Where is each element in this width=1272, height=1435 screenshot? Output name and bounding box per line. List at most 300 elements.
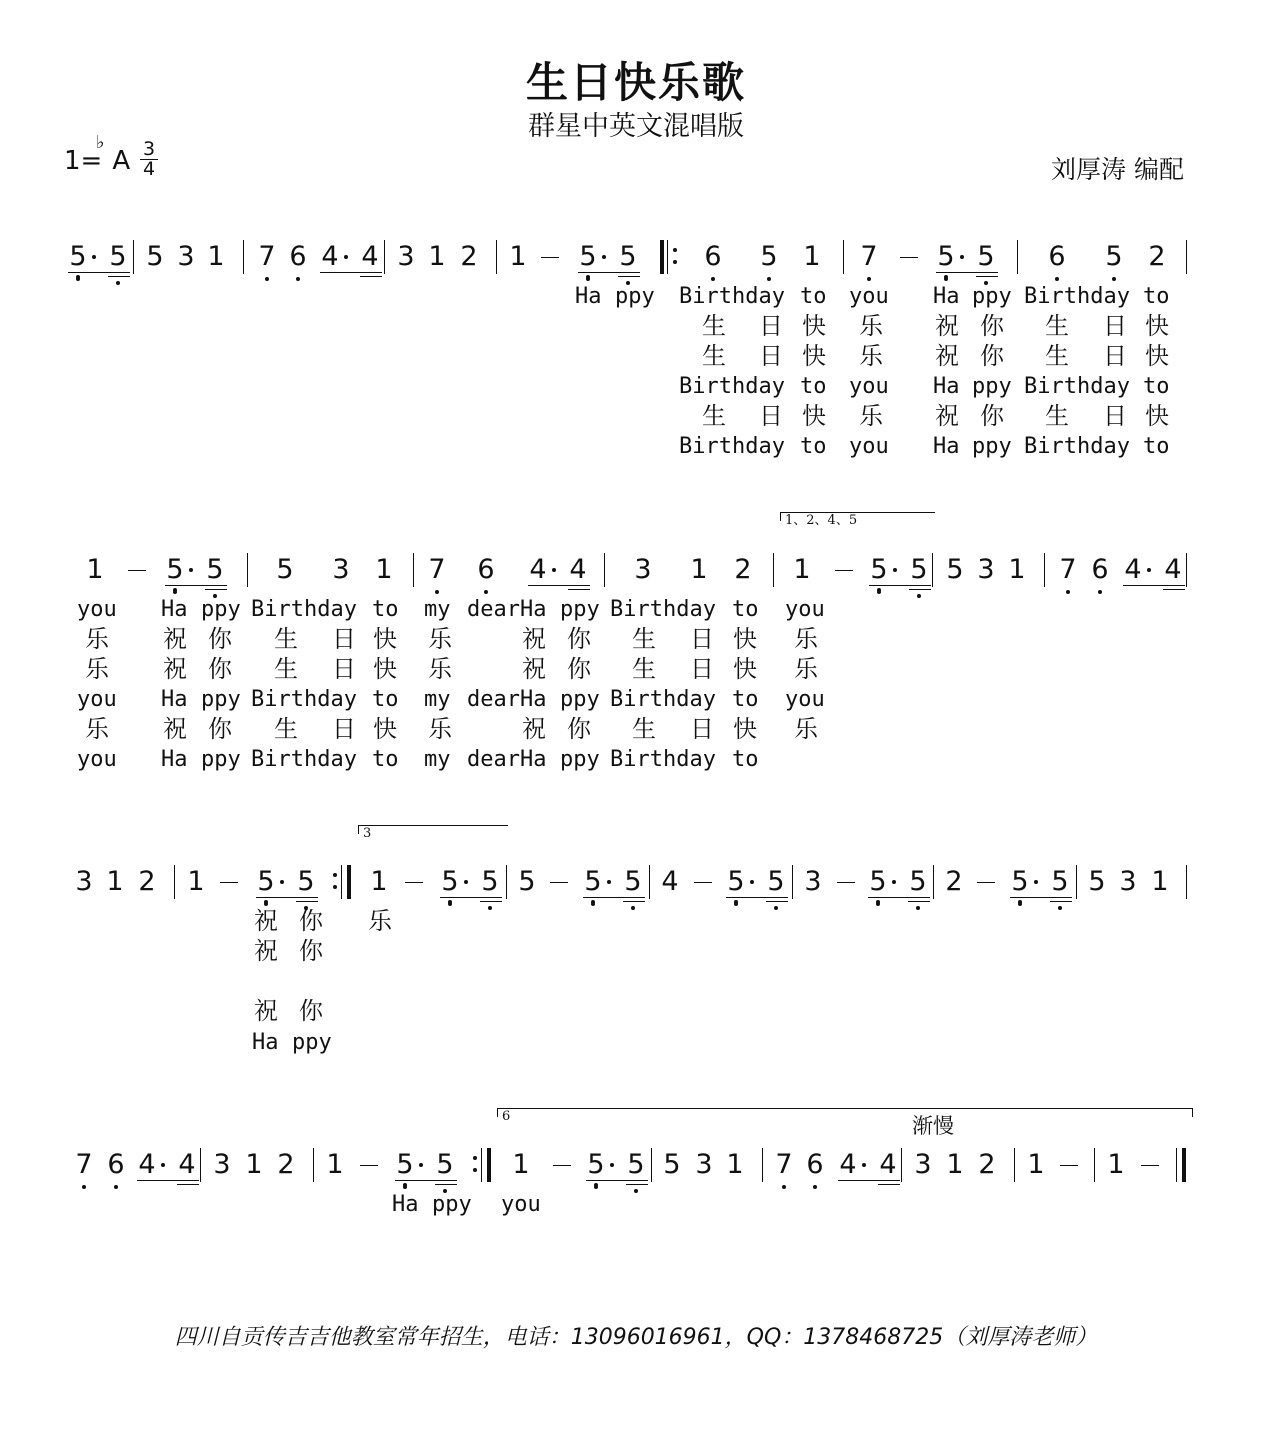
lyric: 祝: [163, 715, 187, 743]
note: 4: [879, 1149, 897, 1180]
barline: [773, 553, 774, 587]
lyric: 日: [690, 715, 714, 743]
note: 2: [1148, 241, 1166, 272]
note: 5: [441, 866, 459, 897]
note: 3: [634, 554, 652, 585]
beam-line: [480, 901, 502, 902]
barline: [792, 865, 793, 899]
lyric: ppy: [972, 374, 1012, 399]
lyric: Birthday: [679, 284, 785, 309]
note: 1: [1008, 554, 1026, 585]
lyric: Ha: [161, 687, 188, 712]
note: 1: [690, 554, 708, 585]
octave-dot: [265, 277, 269, 281]
lyric: 祝: [522, 715, 546, 743]
augmentation-dot: [189, 568, 193, 572]
lyric: 你: [208, 655, 232, 683]
lyric: 你: [567, 625, 591, 653]
note: 5: [727, 866, 745, 897]
octave-dot: [76, 277, 80, 281]
lyric: 你: [567, 655, 591, 683]
lyric: 生: [274, 655, 298, 683]
barline: [133, 240, 134, 274]
note: 6: [289, 241, 307, 272]
lyric: 生: [632, 715, 656, 743]
lyric: you: [501, 1192, 541, 1217]
note: 1: [106, 866, 124, 897]
beam-line: [320, 272, 382, 273]
lyric: 乐: [428, 655, 452, 683]
lyric: 快: [802, 402, 826, 430]
note: 1: [1107, 1149, 1125, 1180]
lyric: ppy: [560, 747, 600, 772]
lyric: 生: [702, 312, 726, 340]
repeat-dot: [473, 1156, 477, 1160]
volta-2: 3: [358, 825, 508, 834]
lyric: 快: [802, 312, 826, 340]
octave-dot: [173, 590, 177, 594]
beam-line: [360, 276, 382, 277]
lyric: 祝: [163, 625, 187, 653]
dash: [1141, 1165, 1159, 1166]
beam-line: [878, 1184, 900, 1185]
barline: [1014, 1148, 1015, 1182]
lyric: Birthday: [679, 434, 785, 459]
barline: [1094, 1148, 1095, 1182]
octave-dot: [711, 277, 715, 281]
key-note: A: [112, 146, 131, 176]
note: 5: [624, 866, 642, 897]
note: 6: [806, 1149, 824, 1180]
lyric: 日: [332, 715, 356, 743]
lyric: ppy: [201, 747, 241, 772]
barline: [762, 1148, 763, 1182]
octave-dot: [916, 906, 920, 910]
note: 4: [529, 554, 547, 585]
lyric: 日: [332, 655, 356, 683]
lyric: 日: [1103, 342, 1127, 370]
volta-1: 1、2、4、5: [780, 512, 935, 521]
page-subtitle: 群星中英文混唱版: [528, 111, 744, 142]
lyric: 快: [802, 342, 826, 370]
beam-line: [976, 276, 998, 277]
lyric: to: [372, 687, 399, 712]
dash: [550, 882, 568, 883]
beam-line: [909, 589, 931, 590]
lyric: 你: [299, 997, 323, 1025]
note: 5: [297, 866, 315, 897]
lyric: ppy: [560, 687, 600, 712]
barline: [341, 865, 342, 899]
barline: [932, 553, 933, 587]
octave-dot: [1112, 277, 1116, 281]
octave-dot: [944, 277, 948, 281]
arranger-credit: 刘厚涛 编配: [1051, 155, 1184, 184]
lyric: Birthday: [251, 597, 357, 622]
note: 4: [839, 1149, 857, 1180]
lyric: 快: [1145, 402, 1169, 430]
lyric: ppy: [972, 434, 1012, 459]
lyric: 乐: [428, 715, 452, 743]
octave-dot: [1055, 277, 1059, 281]
lyric: 乐: [859, 312, 883, 340]
lyric: Ha: [161, 747, 188, 772]
lyric: to: [1143, 374, 1170, 399]
barline: [487, 1148, 491, 1182]
lyric: 祝: [522, 625, 546, 653]
note: 7: [860, 241, 878, 272]
beam-line: [1163, 589, 1185, 590]
beam-line: [165, 585, 227, 586]
barline: [1017, 240, 1018, 274]
lyric: Ha: [520, 747, 547, 772]
lyric: ppy: [292, 1030, 332, 1055]
barline: [1186, 553, 1187, 587]
note: 5: [206, 554, 224, 585]
octave-dot: [264, 902, 268, 906]
note: 4: [569, 554, 587, 585]
lyric: 快: [373, 655, 397, 683]
lyric: 你: [208, 625, 232, 653]
lyric: 祝: [254, 907, 278, 935]
note: 5: [146, 241, 164, 272]
lyric: to: [372, 597, 399, 622]
octave-dot: [877, 590, 881, 594]
lyric: ppy: [432, 1192, 472, 1217]
beam-line: [766, 901, 788, 902]
lyric: ppy: [972, 284, 1012, 309]
note: 3: [695, 1149, 713, 1180]
barline: [649, 865, 650, 899]
note: 2: [945, 866, 963, 897]
note: 5: [587, 1149, 605, 1180]
octave-dot: [917, 594, 921, 598]
note: 7: [258, 241, 276, 272]
lyric: Birthday: [251, 687, 357, 712]
lyric: to: [732, 747, 759, 772]
note: 3: [804, 866, 822, 897]
note: 3: [914, 1149, 932, 1180]
lyric: 日: [690, 655, 714, 683]
note: 5: [396, 1149, 414, 1180]
note: 5: [518, 866, 536, 897]
lyric: dear: [467, 687, 520, 712]
beam-line: [68, 272, 130, 273]
lyric: Ha: [392, 1192, 419, 1217]
octave-dot: [782, 1185, 786, 1189]
note: 1: [1027, 1149, 1045, 1180]
flat-icon: ♭: [96, 132, 105, 153]
note: 1: [375, 554, 393, 585]
note: 5: [481, 866, 499, 897]
lyric: Birthday: [610, 597, 716, 622]
augmentation-dot: [344, 255, 348, 259]
lyric: Ha: [161, 597, 188, 622]
octave-dot: [813, 1185, 817, 1189]
barline: [933, 865, 934, 899]
lyric: 生: [632, 655, 656, 683]
beam-line: [838, 1180, 900, 1181]
augmentation-dot: [862, 1163, 866, 1167]
note: 5: [166, 554, 184, 585]
lyric: 快: [373, 715, 397, 743]
lyric: 生: [1045, 312, 1069, 340]
dash: [694, 882, 712, 883]
note: 5: [1105, 241, 1123, 272]
lyric: you: [849, 374, 889, 399]
lyric: ppy: [615, 284, 655, 309]
lyric: Birthday: [1024, 434, 1130, 459]
lyric: 乐: [368, 907, 392, 935]
augmentation-dot: [464, 880, 468, 884]
beam-line: [868, 897, 930, 898]
lyric: 快: [733, 655, 757, 683]
dash: [900, 257, 918, 258]
note: 5: [1011, 866, 1029, 897]
lyric: 你: [299, 907, 323, 935]
note: 7: [428, 554, 446, 585]
note: 3: [1119, 866, 1137, 897]
note: 5: [869, 866, 887, 897]
dash: [360, 1165, 378, 1166]
note: 1: [509, 241, 527, 272]
lyric: 快: [373, 625, 397, 653]
note: 5: [909, 866, 927, 897]
octave-dot: [876, 902, 880, 906]
lyric: 快: [733, 625, 757, 653]
barline: [1186, 865, 1187, 899]
lyric: Birthday: [1024, 374, 1130, 399]
lyric: 乐: [859, 402, 883, 430]
augmentation-dot: [419, 1163, 423, 1167]
octave-dot: [734, 902, 738, 906]
lyric: Ha: [252, 1030, 279, 1055]
beam-line: [578, 272, 640, 273]
lyric: 日: [690, 625, 714, 653]
note: 5: [627, 1149, 645, 1180]
dash: [977, 882, 995, 883]
lyric: to: [800, 284, 827, 309]
lyric: you: [77, 687, 117, 712]
barline: [384, 240, 385, 274]
dash: [220, 882, 238, 883]
note: 3: [977, 554, 995, 585]
page-title: 生日快乐歌: [525, 58, 746, 107]
key-prefix: 1=: [64, 146, 103, 176]
note: 2: [734, 554, 752, 585]
beam-line: [440, 897, 502, 898]
barline: [843, 240, 844, 274]
note: 1: [245, 1149, 263, 1180]
lyric: 日: [332, 625, 356, 653]
note: 5: [870, 554, 888, 585]
lyric: to: [732, 687, 759, 712]
barline: [243, 240, 244, 274]
lyric: dear: [467, 597, 520, 622]
barline: [667, 240, 668, 274]
augmentation-dot: [552, 568, 556, 572]
note: 1: [793, 554, 811, 585]
lyric: 祝: [254, 997, 278, 1025]
octave-dot: [867, 277, 871, 281]
beam-line: [626, 1184, 648, 1185]
volta-3: 6: [497, 1108, 1193, 1117]
lyric: 快: [1145, 312, 1169, 340]
lyric: Birthday: [251, 747, 357, 772]
beam-line: [137, 1180, 199, 1181]
note: 5: [109, 241, 127, 272]
lyric: 日: [759, 342, 783, 370]
note: 5: [579, 241, 597, 272]
augmentation-dot: [161, 1163, 165, 1167]
lyric: ppy: [201, 687, 241, 712]
note: 5: [584, 866, 602, 897]
note: 6: [1048, 241, 1066, 272]
lyric: 生: [1045, 342, 1069, 370]
barline: [247, 553, 248, 587]
lyric: Ha: [933, 374, 960, 399]
lyric: my: [424, 687, 451, 712]
lyric: 生: [274, 625, 298, 653]
dash: [541, 257, 559, 258]
lyric: Ha: [575, 284, 602, 309]
beam-line: [583, 897, 645, 898]
repeat-dot: [473, 1168, 477, 1172]
octave-dot: [116, 281, 120, 285]
lyric: 祝: [254, 937, 278, 965]
barline: [506, 865, 507, 899]
beam-line: [528, 585, 590, 586]
repeat-dot: [673, 260, 677, 264]
time-bottom: 4: [142, 158, 156, 180]
beam-line: [908, 901, 930, 902]
beam-line: [395, 1180, 457, 1181]
lyric: ppy: [201, 597, 241, 622]
barline: [1044, 553, 1045, 587]
note: 3: [177, 241, 195, 272]
augmentation-dot: [610, 1163, 614, 1167]
lyric: 日: [759, 312, 783, 340]
lyric: 你: [980, 312, 1004, 340]
lyric: 乐: [85, 715, 109, 743]
note: 6: [107, 1149, 125, 1180]
lyric: 祝: [935, 342, 959, 370]
octave-dot: [631, 906, 635, 910]
beam-line: [568, 589, 590, 590]
lyric: 乐: [794, 625, 818, 653]
lyric: 生: [632, 625, 656, 653]
note: 4: [178, 1149, 196, 1180]
beam-line: [726, 897, 788, 898]
barline: [1186, 240, 1187, 274]
beam-line: [936, 272, 998, 273]
note: 3: [397, 241, 415, 272]
note: 2: [138, 866, 156, 897]
note: 1: [326, 1149, 344, 1180]
note: 2: [978, 1149, 996, 1180]
note: 1: [86, 554, 104, 585]
barline: [481, 1148, 482, 1182]
octave-dot: [435, 590, 439, 594]
lyric: to: [732, 597, 759, 622]
lyric: ppy: [560, 597, 600, 622]
beam-line: [623, 901, 645, 902]
augmentation-dot: [893, 568, 897, 572]
barline: [901, 1148, 902, 1182]
repeat-dot: [333, 873, 337, 877]
barline: [200, 1148, 201, 1182]
lyric: 生: [702, 342, 726, 370]
lyric: you: [77, 597, 117, 622]
note: 5: [910, 554, 928, 585]
beam-line: [205, 589, 227, 590]
lyric: 日: [1103, 402, 1127, 430]
augmentation-dot: [92, 255, 96, 259]
lyric: 乐: [85, 625, 109, 653]
lyric: to: [800, 374, 827, 399]
note: 5: [767, 866, 785, 897]
lyric: 生: [1045, 402, 1069, 430]
note: 2: [460, 241, 478, 272]
octave-dot: [1018, 902, 1022, 906]
lyric: 快: [1145, 342, 1169, 370]
lyric: Birthday: [610, 747, 716, 772]
octave-dot: [82, 1185, 86, 1189]
lyric: 乐: [859, 342, 883, 370]
beam-line: [586, 1180, 648, 1181]
note: 5: [257, 866, 275, 897]
lyric: 乐: [85, 655, 109, 683]
note: 1: [187, 866, 205, 897]
lyric: you: [849, 284, 889, 309]
octave-dot: [767, 277, 771, 281]
note: 5: [619, 241, 637, 272]
lyric: dear: [467, 747, 520, 772]
lyric: 生: [274, 715, 298, 743]
beam-line: [256, 897, 318, 898]
lyric: 你: [980, 342, 1004, 370]
note: 4: [1164, 554, 1182, 585]
barline: [660, 240, 664, 274]
note: 5: [69, 241, 87, 272]
octave-dot: [591, 902, 595, 906]
note: 1: [946, 1149, 964, 1180]
augmentation-dot: [960, 255, 964, 259]
lyric: you: [77, 747, 117, 772]
note: 5: [1051, 866, 1069, 897]
note: 1: [512, 1149, 530, 1180]
note: 6: [1091, 554, 1109, 585]
augmentation-dot: [607, 880, 611, 884]
barline: [1076, 865, 1077, 899]
octave-dot: [114, 1185, 118, 1189]
lyric: Birthday: [610, 687, 716, 712]
note: 1: [428, 241, 446, 272]
lyric: 乐: [428, 625, 452, 653]
repeat-dot: [673, 248, 677, 252]
lyric: to: [800, 434, 827, 459]
repeat-dot: [333, 885, 337, 889]
note: 1: [207, 241, 225, 272]
dash: [835, 570, 853, 571]
note: 4: [321, 241, 339, 272]
note: 7: [1059, 554, 1077, 585]
lyric: 你: [567, 715, 591, 743]
note: 2: [277, 1149, 295, 1180]
dash: [128, 570, 146, 571]
note: 1: [726, 1149, 744, 1180]
note: 1: [803, 241, 821, 272]
